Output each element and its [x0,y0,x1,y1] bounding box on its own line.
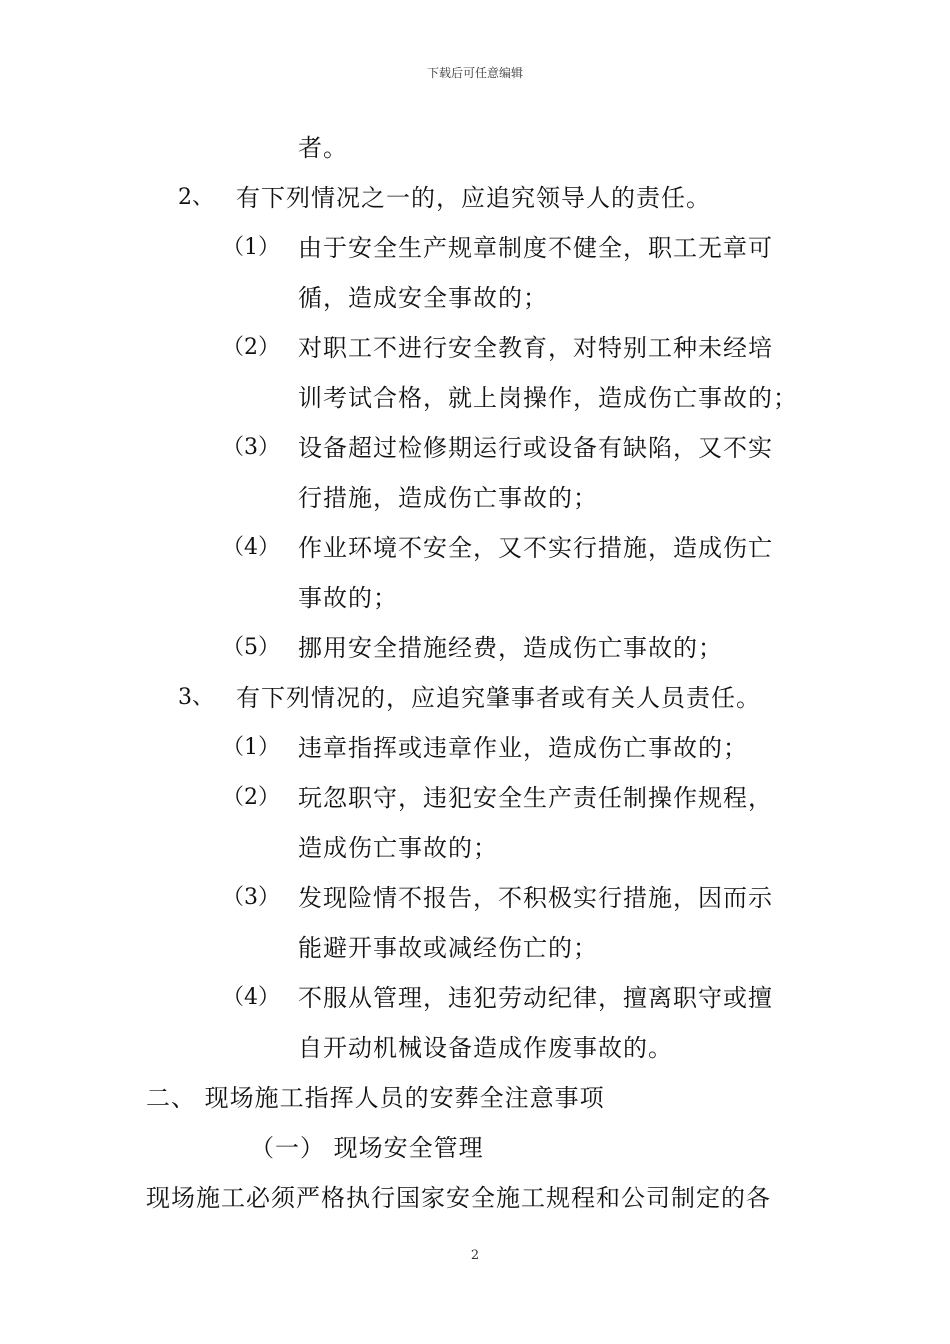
subsection-heading: （一） 现场安全管理 [250,1134,484,1162]
text-line: 对职工不进行安全教育，对特别工种未经培 [298,334,773,362]
text-line: 作业环境不安全，又不实行措施，造成伤亡 [298,534,773,562]
text-line: 训考试合格，就上岗操作，造成伤亡事故的； [298,384,798,412]
text-line: 事故的； [298,584,398,612]
text-line: 由于安全生产规章制度不健全，职工无章可 [298,234,773,262]
list-number: （3） [222,435,280,460]
text-line: 挪用安全措施经费，造成伤亡事故的； [298,634,723,662]
text-line: 造成伤亡事故的； [298,834,498,862]
text-line: 有下列情况之一的，应追究领导人的责任。 [236,184,711,212]
list-number: （3） [222,885,280,910]
text-line: 者。 [298,134,348,162]
list-number: （1） [222,735,280,760]
list-number: （5） [222,635,280,660]
text-line: 循，造成安全事故的； [298,284,548,312]
section-heading: 二、 现场施工指挥人员的安葬全注意事项 [146,1084,605,1112]
text-line: 玩忽职守，违犯安全生产责任制操作规程， [298,784,773,812]
text-line: 有下列情况的，应追究肇事者或有关人员责任。 [236,684,761,712]
page-header: 下载后可任意编辑 [426,66,523,80]
list-number: （2） [222,785,280,810]
text-line: 能避开事故或减经伤亡的； [298,934,598,962]
text-line: 现场施工必须严格执行国家安全施工规程和公司制定的各 [146,1184,771,1212]
list-number: （4） [222,985,280,1010]
list-number: （2） [222,335,280,360]
text-line: 不服从管理，违犯劳动纪律，擅离职守或擅 [298,984,773,1012]
text-line: 发现险情不报告，不积极实行措施，因而示 [298,884,773,912]
list-number: 3、 [178,685,214,710]
list-number: 2、 [178,185,214,210]
text-line: 自开动机械设备造成作废事故的。 [298,1034,673,1062]
text-line: 违章指挥或违章作业，造成伤亡事故的； [298,734,748,762]
page-number: 2 [470,1248,480,1263]
text-line: 行措施，造成伤亡事故的； [298,484,598,512]
list-number: （1） [222,235,280,260]
text-line: 设备超过检修期运行或设备有缺陷，又不实 [298,434,773,462]
list-number: （4） [222,535,280,560]
